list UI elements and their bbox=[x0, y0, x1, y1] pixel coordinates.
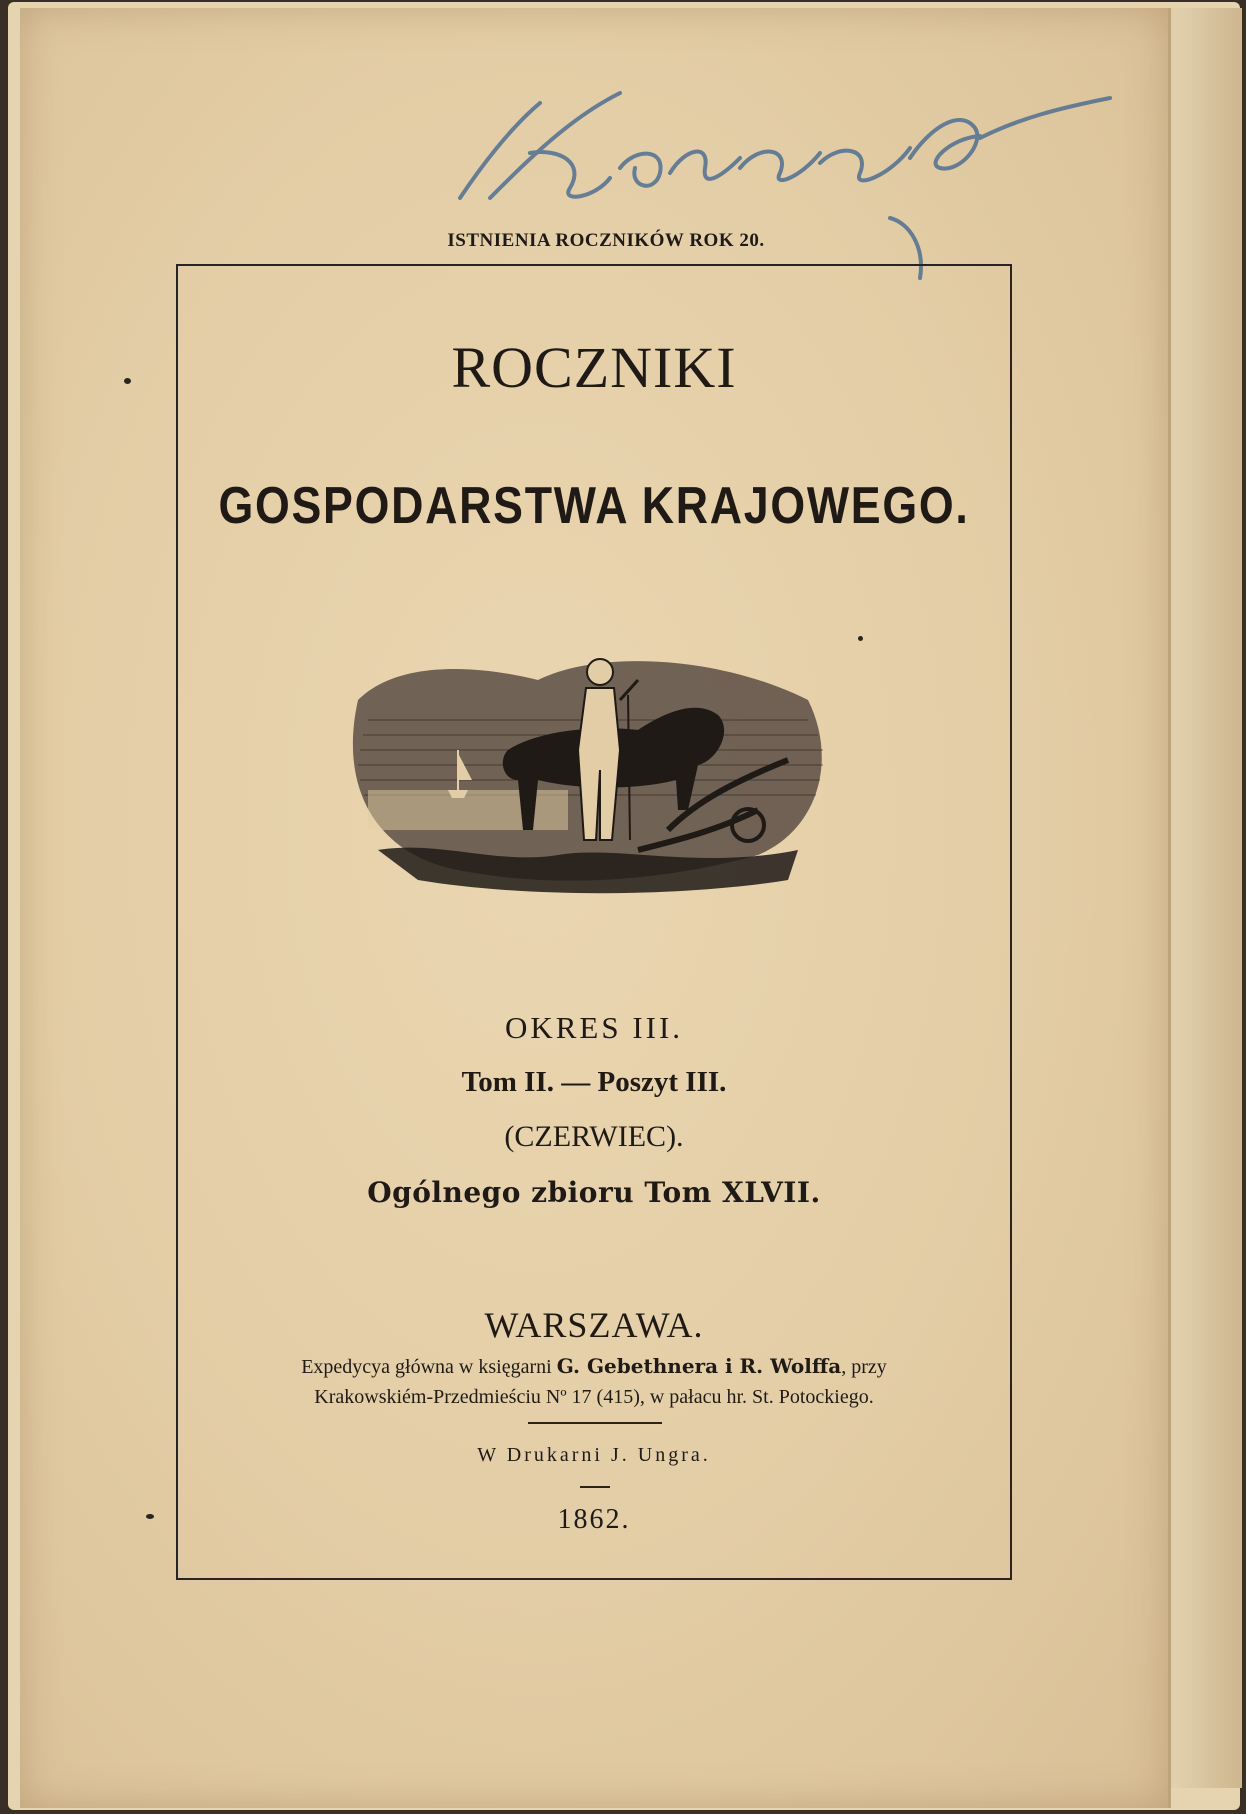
ink-speck bbox=[146, 1514, 154, 1519]
handwritten-signature-icon bbox=[420, 48, 1140, 298]
period-label: OKRES III. bbox=[504, 1010, 684, 1045]
publication-year: 1862. bbox=[557, 1504, 631, 1535]
farmer-with-horse-and-plough-icon bbox=[338, 640, 838, 920]
header-line: ISTNIENIA ROCZNIKÓW ROK 20. bbox=[447, 230, 765, 251]
collection-volume-label: Ogólnego zbioru Tom XLVII. bbox=[367, 1176, 821, 1209]
volume-issue-label: Tom II. — Poszyt III. bbox=[461, 1066, 727, 1098]
page-title: ROCZNIKI bbox=[451, 335, 737, 400]
divider-rule bbox=[528, 1422, 662, 1424]
imprint-booksellers: G. Gebethnera i R. Wolffa bbox=[556, 1354, 842, 1378]
title-page-cover bbox=[20, 8, 1171, 1808]
publication-city: WARSZAWA. bbox=[484, 1305, 704, 1345]
imprint-line-1 bbox=[20, 1354, 1168, 1379]
imprint-suffix: , przy bbox=[841, 1356, 887, 1378]
document-page-stack bbox=[8, 2, 1240, 1810]
month-label: (CZERWIEC). bbox=[504, 1120, 684, 1153]
ink-speck bbox=[858, 636, 863, 641]
printer-line: W Drukarni J. Ungra. bbox=[477, 1444, 711, 1466]
imprint-line-2: Krakowskiém-Przedmieściu Nº 17 (415), w pałacu hr. St. Potockiego. bbox=[314, 1386, 874, 1408]
ink-speck bbox=[124, 378, 131, 384]
title-frame-border bbox=[176, 264, 1012, 1580]
imprint-prefix: Expedycya główna w księgarni bbox=[301, 1356, 557, 1378]
page-subtitle: GOSPODARSTWA KRAJOWEGO. bbox=[218, 477, 970, 535]
short-divider-rule bbox=[580, 1486, 610, 1488]
